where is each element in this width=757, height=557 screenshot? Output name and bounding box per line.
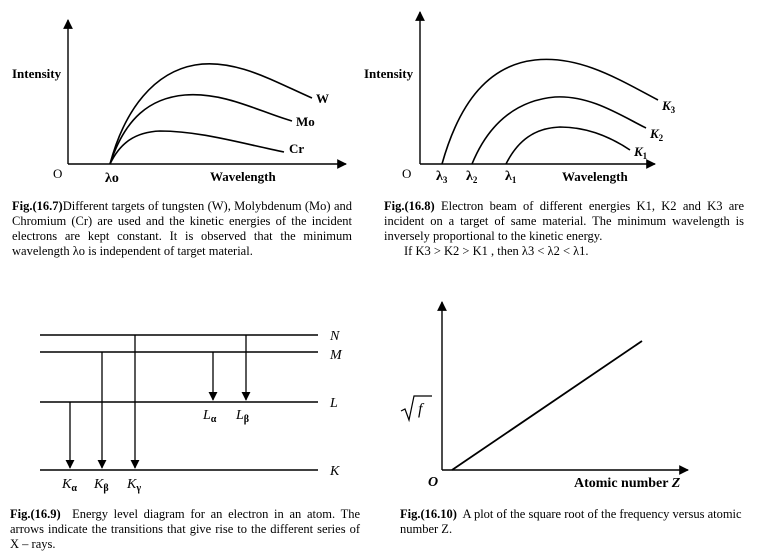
label-K-beta: $K_\beta$ — [94, 477, 109, 494]
fig-16-7 — [12, 20, 346, 186]
caption-num-16-8: Fig.(16.8) — [384, 199, 435, 213]
svg-text:f: f — [418, 401, 423, 418]
fig4-origin: O — [428, 475, 439, 490]
caption-fig-16-7 — [12, 199, 352, 259]
label-K1: $K_1$ — [634, 144, 648, 161]
caption-text-16-7: Different targets of tungsten (W), Molybdenum (Mo) and Chromium (Cr) are used and the kinetic energies of the incident electrons are kept constant. It is observed that the minimum wavelength λo is independent of target material. — [12, 199, 352, 258]
label-K2: $K_2$ — [650, 126, 664, 143]
label-K3: $K_3$ — [662, 98, 676, 115]
level-K-label: K — [330, 464, 340, 479]
fig1-xlabel: Wavelength — [210, 169, 276, 184]
label-Mo: Mo — [296, 114, 315, 129]
label-L-alpha: $L_\alpha$ — [203, 408, 217, 425]
fig-16-10 — [401, 302, 688, 491]
curve-Cr — [110, 131, 284, 164]
label-W: W — [316, 91, 329, 106]
fig-16-8 — [364, 12, 676, 185]
fig2-ylabel: Intensity — [364, 66, 414, 81]
fig1-ylabel: Intensity — [12, 66, 62, 81]
fig1-origin: O — [53, 166, 63, 181]
curve-K1 — [506, 127, 630, 164]
caption-text-16-9: Energy level diagram for an electron in an atom. The arrows indicate the transitions that give rise to the different series of X – rays. — [10, 507, 360, 551]
caption-text-16-8: Electron beam of different energies K1, K2 and K3 are incident on a target of same material. The minimum wavelength is inversely proportional to the kinetic energy. — [384, 199, 745, 243]
label-Cr: Cr — [289, 141, 305, 156]
caption-num-16-10: Fig.(16.10) — [400, 507, 457, 521]
fig2-lambda1: $\lambda_1$ — [505, 169, 517, 185]
level-L-label: L — [330, 396, 338, 411]
fig-16-9 — [40, 329, 343, 494]
curve-K2 — [472, 97, 646, 164]
sqrt-f-line — [452, 341, 642, 470]
label-K-gamma: $K_\gamma$ — [127, 477, 142, 494]
caption-fig-16-9 — [10, 507, 360, 552]
fig2-xlabel: Wavelength — [562, 169, 628, 184]
fig2-lambda2: $\lambda_2$ — [466, 169, 478, 185]
curve-K3 — [442, 59, 658, 164]
level-N-label: N — [330, 329, 340, 344]
label-L-beta: $L_\beta$ — [236, 408, 250, 425]
fig4-xlabel: Atomic number Z — [574, 476, 681, 491]
caption-num-16-9: Fig.(16.9) — [10, 507, 61, 521]
level-M-label: M — [330, 348, 342, 363]
fig1-lambda0: λo — [105, 171, 119, 186]
label-K-alpha: $K_\alpha$ — [62, 477, 77, 494]
caption-num-16-7: Fig.(16.7) — [12, 199, 63, 213]
fig4-ylabel — [401, 396, 432, 420]
caption-fig-16-8 — [384, 199, 744, 259]
curve-Mo — [110, 95, 292, 164]
caption-text-16-10: A plot of the square root of the frequency versus atomic number Z. — [400, 507, 742, 536]
fig2-origin: O — [402, 166, 412, 181]
caption-fig-16-10 — [400, 507, 752, 537]
fig2-lambda3: $\lambda_3$ — [436, 169, 448, 185]
caption-line2-16-8: If K3 > K2 > K1 , then λ3 < λ2 < λ1. — [404, 244, 589, 258]
